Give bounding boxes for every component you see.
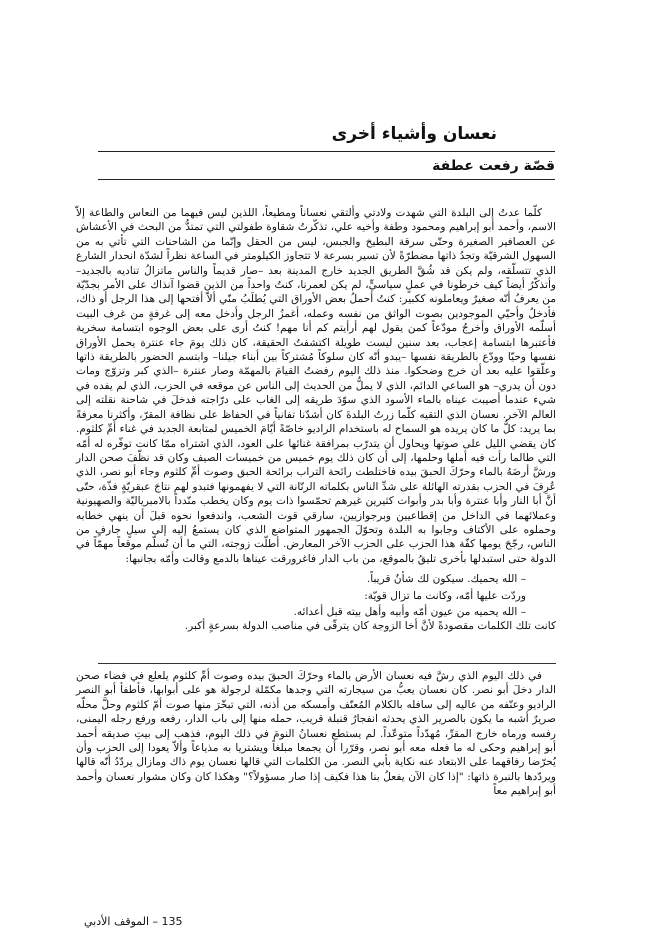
- paragraph: في ذلك اليوم الذي رشَّ فيه نعسان الأرض بالماء وحرّكَ الحبقَ بيده وصوت أمِّ كلثوم يلعلع في فضاء صحن الدار دخلَ أبو نصر. كان نعسان يعبُّ من سيجارته التي وجدها مكمّلة لرجولة هو على أبوابها، فأطفأ أبو النصر الراديو وعنّفه من عاليه إلى سافله بالكلام المُعنّف وأمسكه من أذنه، التي تبخّرَ منها صوت أمّ كلثوم وحلَّ محلّه صريرٌ أشبه ما يكون بالصرير الذي يحدثه انفجارُ قنبلة قريب، حمله منها إلى باب الدار، رفعه ورفع رجله اليمنى، رفسه ورماه خارج المقرِّ، مُهدّداً متوعّداً. لم يستطع نعسانُ النومَ في ذلك اليوم، فذهب إلى بيتِ صديقه أحمد أبو إبراهيم وحكى له ما فعله معه أبو نصر، وقرّرا أن يجمعا مبلغاً ويشتريا به مذياعاً وألاّ يعودا إلى الحزب وأن يُحرّضا رفاقهما على الابتعاد عنه نكاية بأبي النصر. من الكلمات التي قالها نعسان يوم ذاك ومازال يردّدُ أنّه قالها ويردّدها بالنبرة ذاتها: "إذا كان الآن يفعلُ بنا هذا فكيف إذا صار مسؤولاً؟" وهكذا كان وكان مشوار نعسان وأحمد أبو إبراهيم معاً: [76, 670, 556, 798]
- paragraph: كلّما عدتُ إلى البلدة التي شهدت ولادتي وألتقي نعساناً ومطيعاً، اللذين ليس فيهما من النعاس والطاعة إلاّ الاسم، وأحمد أبو إبراهيم ومحمود وطفة وأخيه علي، تذكّرتُ شقاوة طفولتي التي تمتدُّ من البحث في الأعشاش عن العصافير الصغيرة وحتّى سرقة البطيخ والجبس، ليس من الحقل وإنّما من الشاحنات التي تأتي به من السهول الشرقيّة وتجدُ ذاتها مضطرّةً لأن تسير بسرعة لا تتجاوز الكيلومتر في الساعة نظراً لشدّة انحدار الشارع الذي تتسلّقه، ولم يكن قد شُقَّ الطريق الجديد خارج المدينة بعد –صار قديماً والناس ماتزالُ تناديه بالجديد– وأتذكّرُ أيضاً كيف خرطونا في عملٍ سياسيٍّ، لم يكن لعمرنا، كنتُ واحداً من الذين قضوا آنذاك على الأمر بجدّيّة من يعرفُ أنّه صغيرٌ ويعاملونه ككبير: كنتُ أحملُ بعض الأوراق التي يُطلَبُ منّي ألاّ أفتحها إلى هذا الرجل أو ذاك، فأدخلُ وأحيّي الموجودين بصوت الواثق من نفسه وعمله، أغمزُ الرجل وأدخل معه إلى غرفةٍ من غرف البيت أسلّمه الأوراق وأخرجُ مودّعاً كمن يقول لهم أرأيتم كم أنا مهم! كنتُ أرى على بعض الوجوه ابتسامة سخرية فأعتبرها ابتسامة إعجاب، بعد سنين ليست طويلة اكتشفتُ الحقيقة، كان ذلك يومَ جاء عنترة يحمل الأوراق نفسها وحيّا وودّع بالطريقة نفسها –يبدو أنّه كان سلوكاً مُشتركاً بين أبناء جيلنا– وابتسم الحضور بالطريقة ذاتها وعلّقوا عليه بعد أن خرج وضحكوا. منذ ذلك اليوم رفضتُ القيامَ بالمهمّة وصار عنترة –الذي كبر وتزوّج ومات دون أن يدري– هو الساعي الدائم، الذي لا يملُّ من الحديث إلى الناس عن موقعه في الحزب، الذي لم يفده في شيء عندما أصيبت عيناه بالماء الأسود الذي سوّدَ طريقه إلى الغاب على درّاجته فدخلَ في شاحنة نقلته إلى العالم الآخر. نعسان الذي التقيه كلّما زرتُ البلدةَ كان أشدّنا تفانياً في الحفاظ على نظافة المقرّ، وأكثرنا معرفةً بما يريد: كلُّ ما كان يريده هو السماح له باستخدام الراديو خاصّةً أيّامَ الخميس لمتابعة الجديد في غناء أمِّ كلثوم. كان يقضي الليل على صوتها ويحاول أن يتدرّب بمرافقة غنائها على العود، الذي اشتراه ممّا كانت توفّره له أمّه التي طالما رأت فيه أملها وحلمها، إلى أن كان ذلك يوم خميس من خميسات الصيف وكان قد نظّفَ صحن الدار ورشَّ أرضَهُ بالماء وحرّكَ الحبقَ بيده فاختلطت رائحة التراب برائحة الحبق وصوت أمِّ كلثوم وجاء أبو نصر، الذي عُرِفَ في الحزب بقدرته الهائلة على شدِّ الناس بكلماته الرنّانة التي لا يفهمونها فتبدو لهم نتاجَ عبقريّةٍ فذّة، حتّى أنَّ أبا النار وأبا عنترة وأبا بدر وأبوات كثيرين غيرهم تحمّسوا ذات يوم وكان يخطب منّدداً بالامبرياليّة والصهيونية وعملائهما في الداخل من إقطاعيين وبرجوازيين، سارقي قوت الشعب، واندفعوا نحوه قبلَ أن ينهي خطابه وحملوه على الأكتاف وجابوا به البلدة وتحوّلَ الجمهور المتواضع الذي كان يستمعُ إليه إلى سيلٍ جارفٍ من الناس، رجّحَ يومها كفّة هذا الحزب على الحزب الآخر المعارض. أطلّت زوجته، التي ما أن تُسلّم موقعاً مهمّاً في الدولة حتى استبدلها بأخرى تليقُ بالموقع، من باب الدار فاغرورقت عيناها بالدمع وقالت وأمّه بجانبها:: [76, 207, 556, 565]
- story-body-continued: [76, 669, 556, 799]
- section-divider: [98, 663, 556, 664]
- dialogue-line: – الله يحميك. سيكون لك شأنٌ قريباً.: [366, 573, 526, 586]
- story-title: نعسان وأشياء أخرى: [331, 124, 497, 144]
- dialogue-line: – الله يحميه من عيون أمّه وأبيه وأهل بيته قبل أعدائه.: [293, 605, 526, 618]
- story-author: قصّة رفعت عطفة: [432, 158, 555, 174]
- dialogue-line: وردّت عليها أمّه، وكانت ما تزال قويّة:: [364, 589, 526, 602]
- story-body: [76, 206, 556, 634]
- page-footer: 135 – الموقف الأدبي: [84, 915, 183, 928]
- title-divider: [98, 151, 555, 152]
- author-divider: [98, 179, 555, 180]
- closing-line: كانت تلك الكلمات مقصودةً لأنَّ أخا الزوجة كان يترقّى في مناصب الدولة بسرعةٍ أكبر.: [184, 620, 556, 633]
